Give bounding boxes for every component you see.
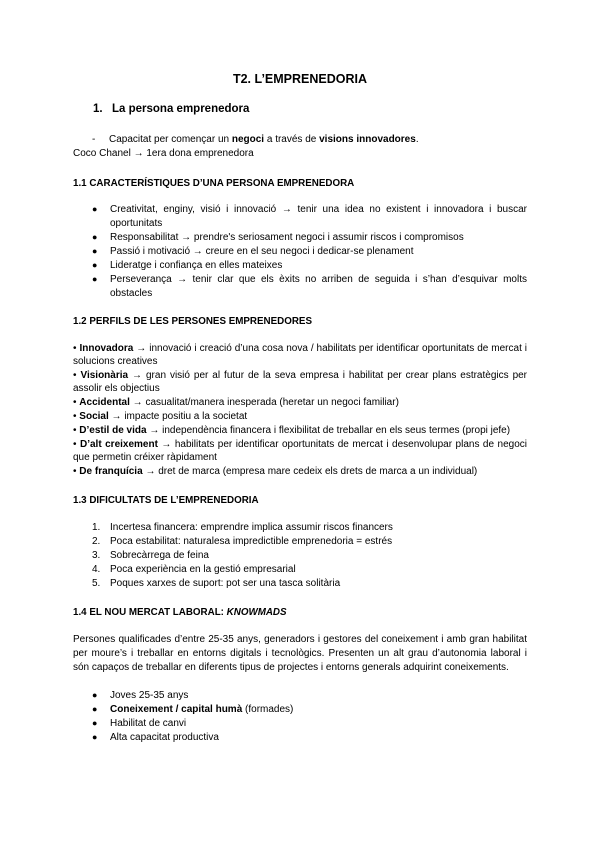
bullet-icon: ● (92, 204, 98, 214)
list-number: 5. (92, 578, 101, 589)
section-heading: La persona emprenedora (112, 103, 250, 115)
paragraph-line: Persones qualificades d’entre 25-35 anys, generadors i gestores del coneixement i amb gran habilitat (73, 634, 527, 645)
list-item: Responsabilitat → prendre's seriosament negoci i assumir riscos i compromisos (110, 232, 464, 243)
bullet-icon: ● (92, 718, 98, 728)
bullet-icon: ● (92, 246, 98, 256)
paragraph-line: són capaços de treballar en diferents tipus de projectes i entorns generals adquirint coneixements. (73, 662, 509, 673)
profile-item-cont: que permetin créixer ràpidament (73, 452, 217, 463)
list-item: Lideratge i confiança en elles mateixes (110, 260, 283, 271)
bullet-icon: ● (92, 732, 98, 742)
profile-item: • Innovadora → innovació i creació d’una cosa nova / habilitats per identificar oportunitats de mercat i (73, 343, 528, 354)
list-item: Coneixement / capital humà (formades) (110, 704, 294, 715)
profile-item: • De franquícia → dret de marca (empresa mare cedeix els drets de marca a un individual) (73, 466, 478, 477)
list-item: Creativitat, enginy, visió i innovació → tenir una idea no existent i innovadora i buscar (110, 204, 527, 215)
list-item: Passió i motivació → creure en el seu negoci i dedicar-se plenament (110, 246, 414, 257)
profile-item-cont: assolir els objectius (73, 383, 160, 394)
list-item: Poca experiència en la gestió empresarial (110, 564, 296, 575)
list-item: Habilitat de canvi (110, 718, 187, 729)
bullet-icon: ● (92, 260, 98, 270)
list-item: Sobrecàrrega de feina (110, 550, 209, 561)
list-item: Perseverança → tenir clar que els èxits no arriben de seguida i s’han d’esquivar molts (110, 274, 527, 285)
profile-item: • Accidental → casualitat/manera inesperada (heretar un negoci familiar) (73, 397, 399, 408)
subsection-heading: 1.4 EL NOU MERCAT LABORAL: KNOWMADS (73, 607, 287, 618)
list-item: Incertesa financera: emprendre implica assumir riscos financers (110, 522, 393, 533)
list-item-cont: oportunitats (110, 218, 163, 229)
profile-item: • Social → impacte positiu a la societat (73, 411, 248, 422)
list-item: Alta capacitat productiva (110, 732, 219, 743)
subsection-heading: 1.3 DIFICULTATS DE L’EMPRENEDORIA (73, 495, 259, 506)
list-number: 4. (92, 564, 101, 575)
list-number: 3. (92, 550, 101, 561)
profile-item-cont: solucions creatives (73, 356, 158, 367)
note-line: Coco Chanel → 1era dona emprenedora (73, 148, 254, 159)
list-item-cont: obstacles (110, 288, 153, 299)
bullet-icon: ● (92, 704, 98, 714)
section-number: 1. (93, 103, 103, 115)
list-number: 1. (92, 522, 101, 533)
bullet-icon: ● (92, 232, 98, 242)
profile-item: • Visionària → gran visió per al futur de la seva empresa i habilitat per crear plans estratègics per (73, 370, 528, 381)
document-title: T2. L’EMPRENEDORIA (232, 72, 368, 86)
list-item: Joves 25-35 anys (110, 690, 189, 701)
profile-item: • D’estil de vida → independència financera i flexibilitat de treballar en els seus termes (propi jefe) (73, 425, 511, 436)
definition-line: Capacitat per començar un negoci a través de visions innovadores. (109, 134, 419, 145)
subsection-heading: 1.2 PERFILS DE LES PERSONES EMPRENEDORES (73, 316, 312, 327)
list-number: 2. (92, 536, 101, 547)
profile-item: • D’alt creixement → habilitats per identificar oportunitats de mercat i desenvolupar plans de negoci (73, 439, 527, 450)
list-item: Poques xarxes de suport: pot ser una tasca solitària (110, 578, 341, 589)
list-item: Poca estabilitat: naturalesa impredictible emprenedoria = estrés (110, 536, 393, 547)
paragraph-line: per moure’s i treballar en entorns digitals i tecnològics. Presenten un alt grau d’autonomia laboral i (73, 648, 527, 659)
subsection-heading: 1.1 CARACTERÍSTIQUES D’UNA PERSONA EMPRENEDORA (73, 178, 355, 189)
bullet-icon: ● (92, 274, 98, 284)
bullet-icon: ● (92, 690, 98, 700)
dash-marker: - (92, 134, 96, 145)
